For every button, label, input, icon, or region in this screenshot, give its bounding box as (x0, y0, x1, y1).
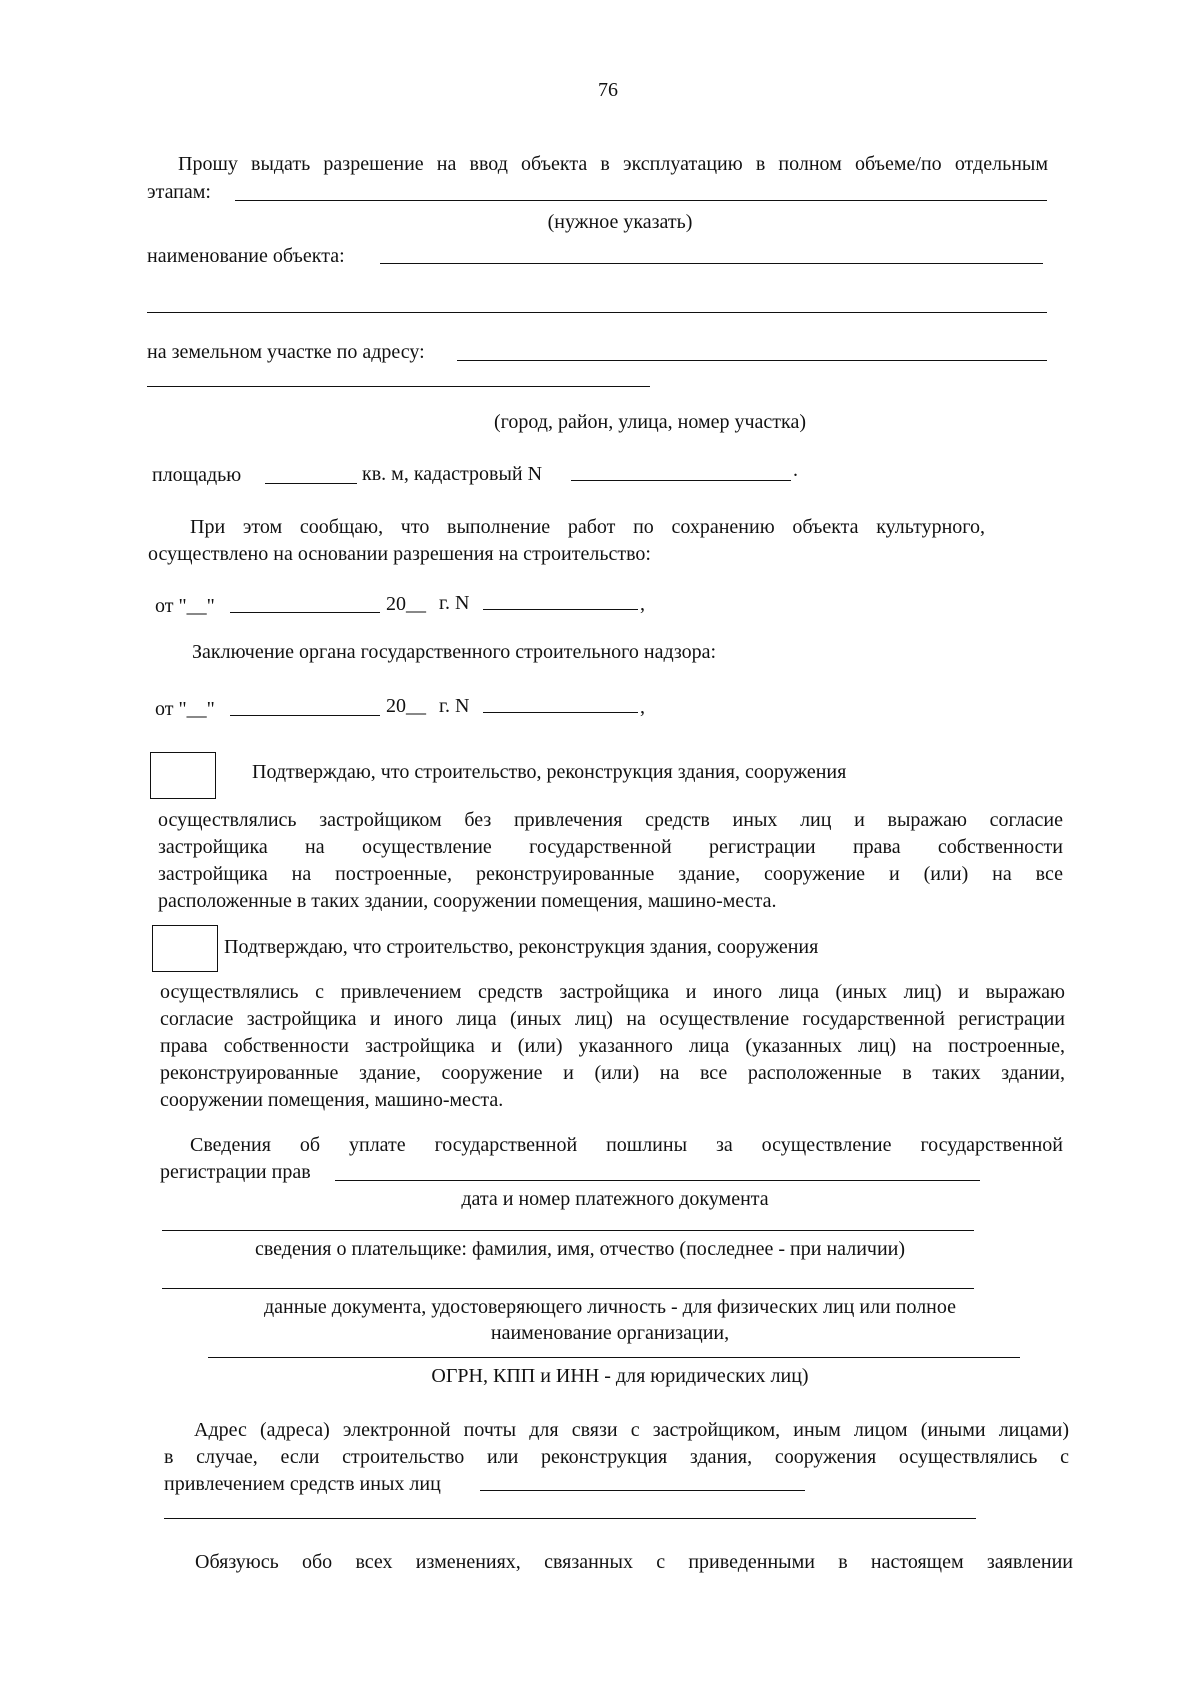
payment-line2: регистрации прав (160, 1161, 311, 1183)
payer-field[interactable] (162, 1230, 974, 1231)
confirm2-line3: права собственности застройщика и (или) указанного лица (указанных лиц) на построенные, (160, 1035, 1065, 1057)
confirm1-line2: застройщика на осуществление государственной регистрации права собственности (158, 836, 1063, 858)
payment-doc-hint: дата и номер платежного документа (461, 1188, 769, 1210)
identity-field[interactable] (162, 1288, 974, 1289)
area-unit-cadastral-label: кв. м, кадастровый N (362, 463, 543, 485)
stages-field[interactable] (235, 200, 1047, 201)
ogrn-hint: ОГРН, КПП и ИНН - для юридических лиц) (431, 1365, 809, 1387)
ogrn-field[interactable] (208, 1357, 1020, 1358)
email-line1: Адрес (адреса) электронной почты для связи с застройщиком, иным лицом (иными лицами) (194, 1419, 1069, 1441)
obligation-line1: Обязуюсь обо всех изменениях, связанных с приведенными в настоящем заявлении (195, 1551, 1073, 1573)
permit-number-field[interactable] (483, 609, 638, 610)
payment-rights-field[interactable] (335, 1180, 980, 1181)
permit-date-field[interactable] (230, 612, 380, 613)
conclusion-date-field[interactable] (230, 715, 380, 716)
stages-hint: (нужное указать) (547, 211, 693, 233)
permit-comma: , (640, 593, 645, 615)
confirm-without-funds-checkbox[interactable] (150, 752, 216, 799)
conclusion-comma: , (640, 696, 645, 718)
conclusion-number-field[interactable] (483, 712, 638, 713)
email-line2: в случае, если строительство или реконструкция здания, сооружения осуществлялись с (164, 1446, 1069, 1468)
address-label: на земельном участке по адресу: (147, 341, 425, 363)
confirm2-line2: согласие застройщика и иного лица (иных лиц) на осуществление государственной регистрации (160, 1008, 1065, 1030)
permit-number-label: г. N (439, 592, 470, 614)
identity-hint-line1: данные документа, удостоверяющего личность - для физических лиц или полное (263, 1296, 957, 1318)
object-name-field-line2[interactable] (147, 312, 1047, 313)
info-text-line2: осуществлено на основании разрешения на строительство: (148, 543, 651, 565)
conclusion-date-from: от "__" (155, 698, 215, 720)
object-name-field[interactable] (380, 263, 1043, 264)
cadastral-number-field[interactable] (571, 480, 791, 481)
permit-date-from: от "__" (155, 595, 215, 617)
confirm1-line3: застройщика на построенные, реконструированные здание, сооружение и (или) на все (158, 863, 1063, 885)
info-text-line1: При этом сообщаю, что выполнение работ по сохранению объекта культурного, (190, 516, 985, 538)
payment-line1: Сведения об уплате государственной пошлины за осуществление государственной (190, 1134, 1063, 1156)
conclusion-label: Заключение органа государственного строительного надзора: (192, 641, 717, 663)
conclusion-year: 20__ (386, 695, 426, 717)
confirm2-line1: осуществлялись с привлечением средств застройщика и иного лица (иных лиц) и выражаю (160, 981, 1065, 1003)
object-name-label: наименование объекта: (147, 245, 345, 267)
confirm1-line4: расположенные в таких здании, сооружении помещения, машино-места. (158, 890, 777, 912)
payer-hint: сведения о плательщике: фамилия, имя, отчество (последнее - при наличии) (254, 1238, 906, 1260)
conclusion-number-label: г. N (439, 695, 470, 717)
area-field[interactable] (265, 483, 357, 484)
request-text: Прошу выдать разрешение на ввод объекта в эксплуатацию в полном объеме/по отдельным (178, 153, 1048, 175)
permit-year: 20__ (386, 593, 426, 615)
confirm-with-funds-checkbox[interactable] (152, 925, 218, 972)
stages-label: этапам: (147, 181, 211, 203)
email-field[interactable] (480, 1490, 805, 1491)
confirm2-line4: реконструированные здание, сооружение и (или) на все расположенные в таких здании, (160, 1062, 1065, 1084)
identity-hint-line2: наименование организации, (490, 1322, 730, 1344)
confirm2-heading: Подтверждаю, что строительство, реконструкция здания, сооружения (224, 936, 819, 958)
address-field-line2[interactable] (147, 386, 650, 387)
confirm2-line5: сооружении помещения, машино-места. (160, 1089, 504, 1111)
confirm1-heading: Подтверждаю, что строительство, реконструкция здания, сооружения (252, 761, 847, 783)
area-label: площадью (152, 464, 242, 486)
period: . (793, 459, 798, 481)
page-number: 76 (598, 79, 618, 101)
email-line3: привлечением средств иных лиц (164, 1473, 441, 1495)
address-field[interactable] (457, 360, 1047, 361)
email-field-line2[interactable] (164, 1518, 976, 1519)
confirm1-line1: осуществлялись застройщиком без привлечения средств иных лиц и выражаю согласие (158, 809, 1063, 831)
address-hint: (город, район, улица, номер участка) (494, 411, 806, 433)
